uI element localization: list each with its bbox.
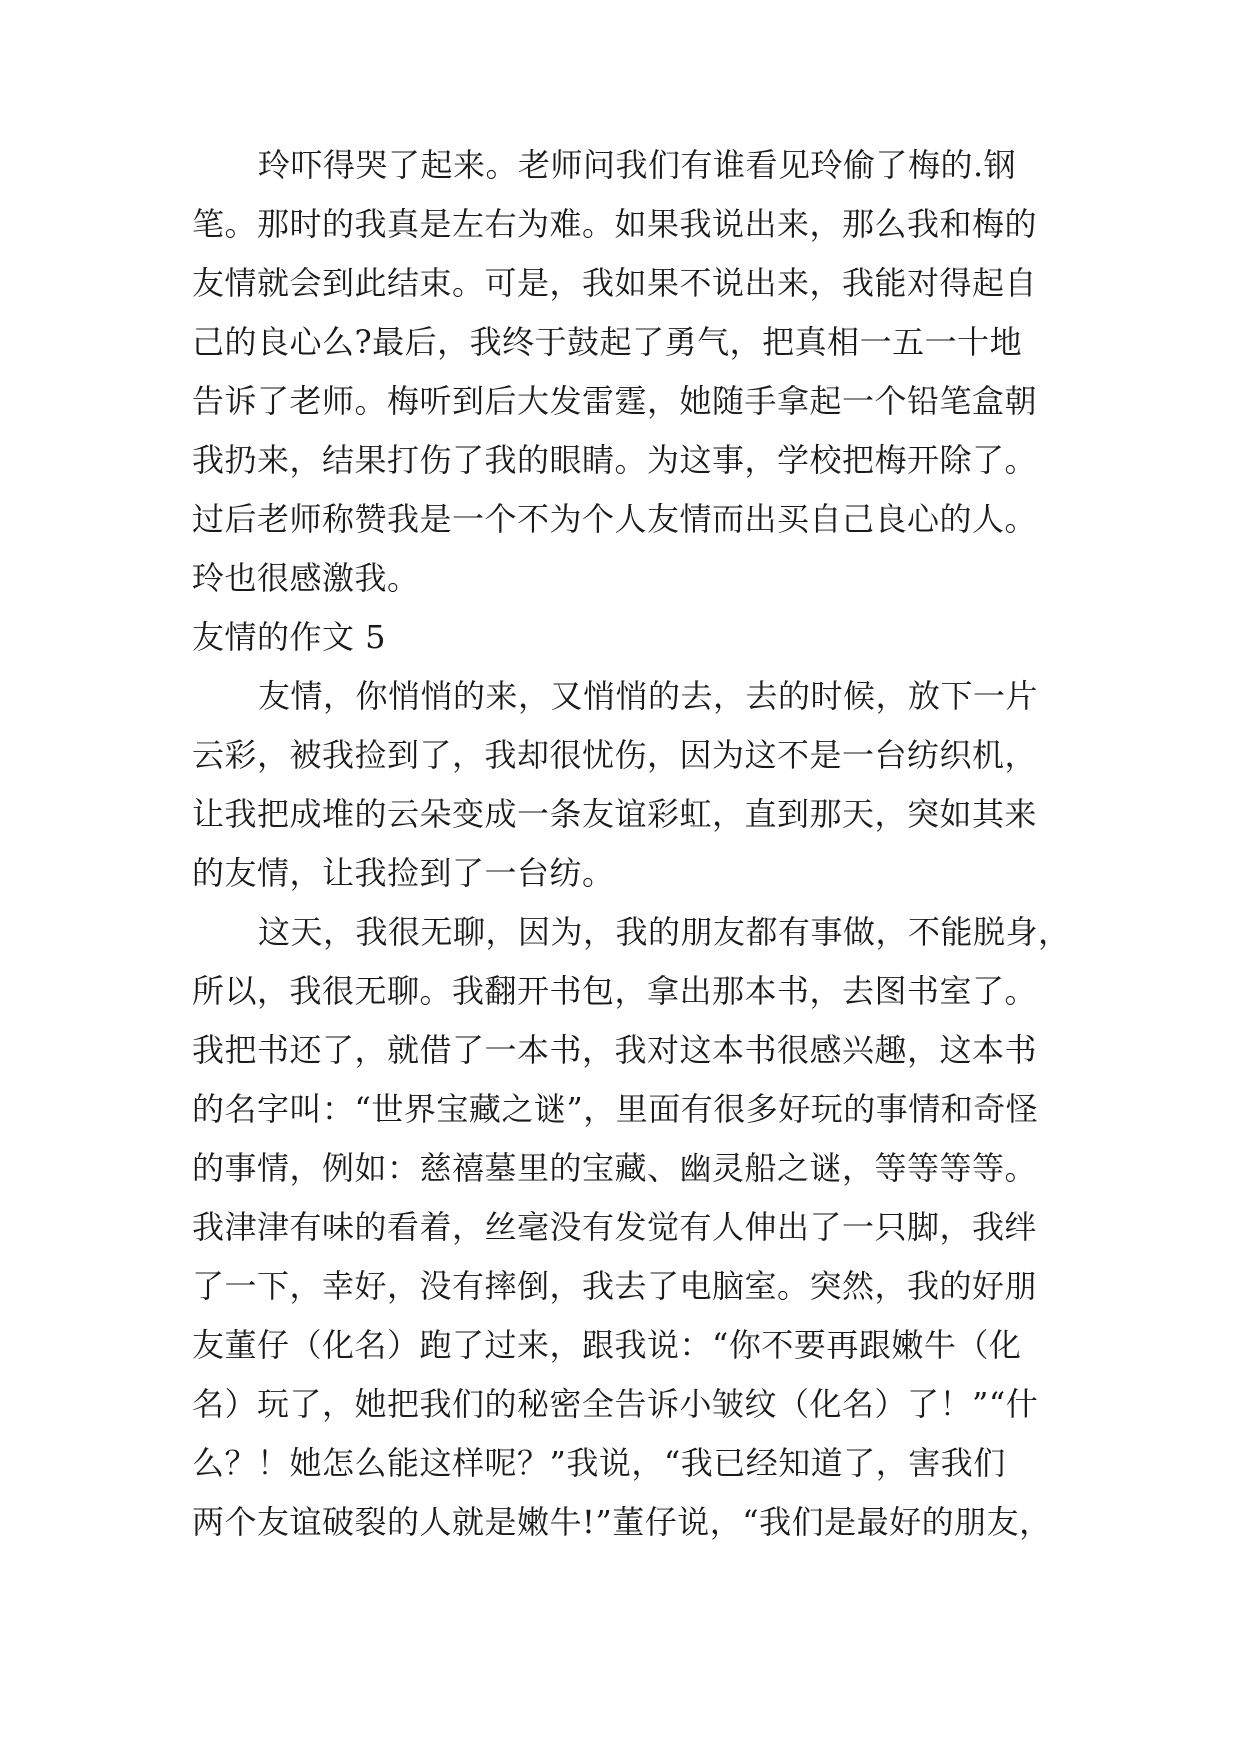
paragraph-3-line-2: 所以，我很无聊。我翻开书包，拿出那本书，去图书室了。 (192, 972, 1038, 1010)
paragraph-3-line-1: 这天，我很无聊，因为，我的朋友都有事做，不能脱身， (258, 913, 1071, 951)
paragraph-3-line-5: 的事情，例如：慈禧墓里的宝藏、幽灵船之谜，等等等等。 (192, 1149, 1038, 1187)
paragraph-1-line-3: 友情就会到此结束。可是，我如果不说出来，我能对得起自 (192, 264, 1038, 302)
paragraph-3-line-11: 两个友谊破裂的人就是嫩牛!”董仔说，“我们是最好的朋友， (192, 1503, 1052, 1541)
paragraph-2-line-1: 友情，你悄悄的来，又悄悄的去，去的时候，放下一片 (258, 677, 1039, 715)
paragraph-1-line-4: 己的良心么?最后，我终于鼓起了勇气，把真相一五一十地 (192, 323, 1023, 361)
paragraph-2-line-2: 云彩，被我捡到了，我却很忧伤，因为这不是一台纺织机， (192, 736, 1038, 774)
paragraph-2-line-4: 的友情，让我捡到了一台纺。 (192, 854, 615, 892)
paragraph-3-line-4: 的名字叫：“世界宝藏之谜”，里面有很多好玩的事情和奇怪 (192, 1090, 1039, 1128)
paragraph-1-line-2: 笔。那时的我真是左右为难。如果我说出来，那么我和梅的 (192, 205, 1038, 243)
paragraph-1-line-7: 过后老师称赞我是一个不为个人友情而出买自己良心的人。 (192, 500, 1038, 538)
paragraph-3-line-7: 了一下，幸好，没有摔倒，我去了电脑室。突然，我的好朋 (192, 1267, 1038, 1305)
paragraph-3-line-10: 么？！她怎么能这样呢？”我说，“我已经知道了，害我们 (192, 1444, 1006, 1482)
paragraph-1-line-6: 我扔来，结果打伤了我的眼睛。为这事，学校把梅开除了。 (192, 441, 1038, 479)
paragraph-2-line-3: 让我把成堆的云朵变成一条友谊彩虹，直到那天，突如其来 (192, 795, 1038, 833)
paragraph-3-line-8: 友董仔（化名）跑了过来，跟我说：“你不要再跟嫩牛（化 (192, 1326, 1022, 1364)
paragraph-1-line-1: 玲吓得哭了起来。老师问我们有谁看见玲偷了梅的.钢 (258, 146, 1017, 184)
paragraph-3-line-3: 我把书还了，就借了一本书，我对这本书很感兴趣，这本书 (192, 1031, 1038, 1069)
section-heading: 友情的作文 5 (192, 618, 387, 656)
paragraph-3-line-9: 名）玩了，她把我们的秘密全告诉小皱纹（化名）了！”“什 (192, 1385, 1039, 1423)
paragraph-3-line-6: 我津津有味的看着，丝毫没有发觉有人伸出了一只脚，我绊 (192, 1208, 1038, 1246)
paragraph-1-line-5: 告诉了老师。梅听到后大发雷霆，她随手拿起一个铅笔盒朝 (192, 382, 1038, 420)
paragraph-1-line-8: 玲也很感激我。 (192, 559, 420, 597)
